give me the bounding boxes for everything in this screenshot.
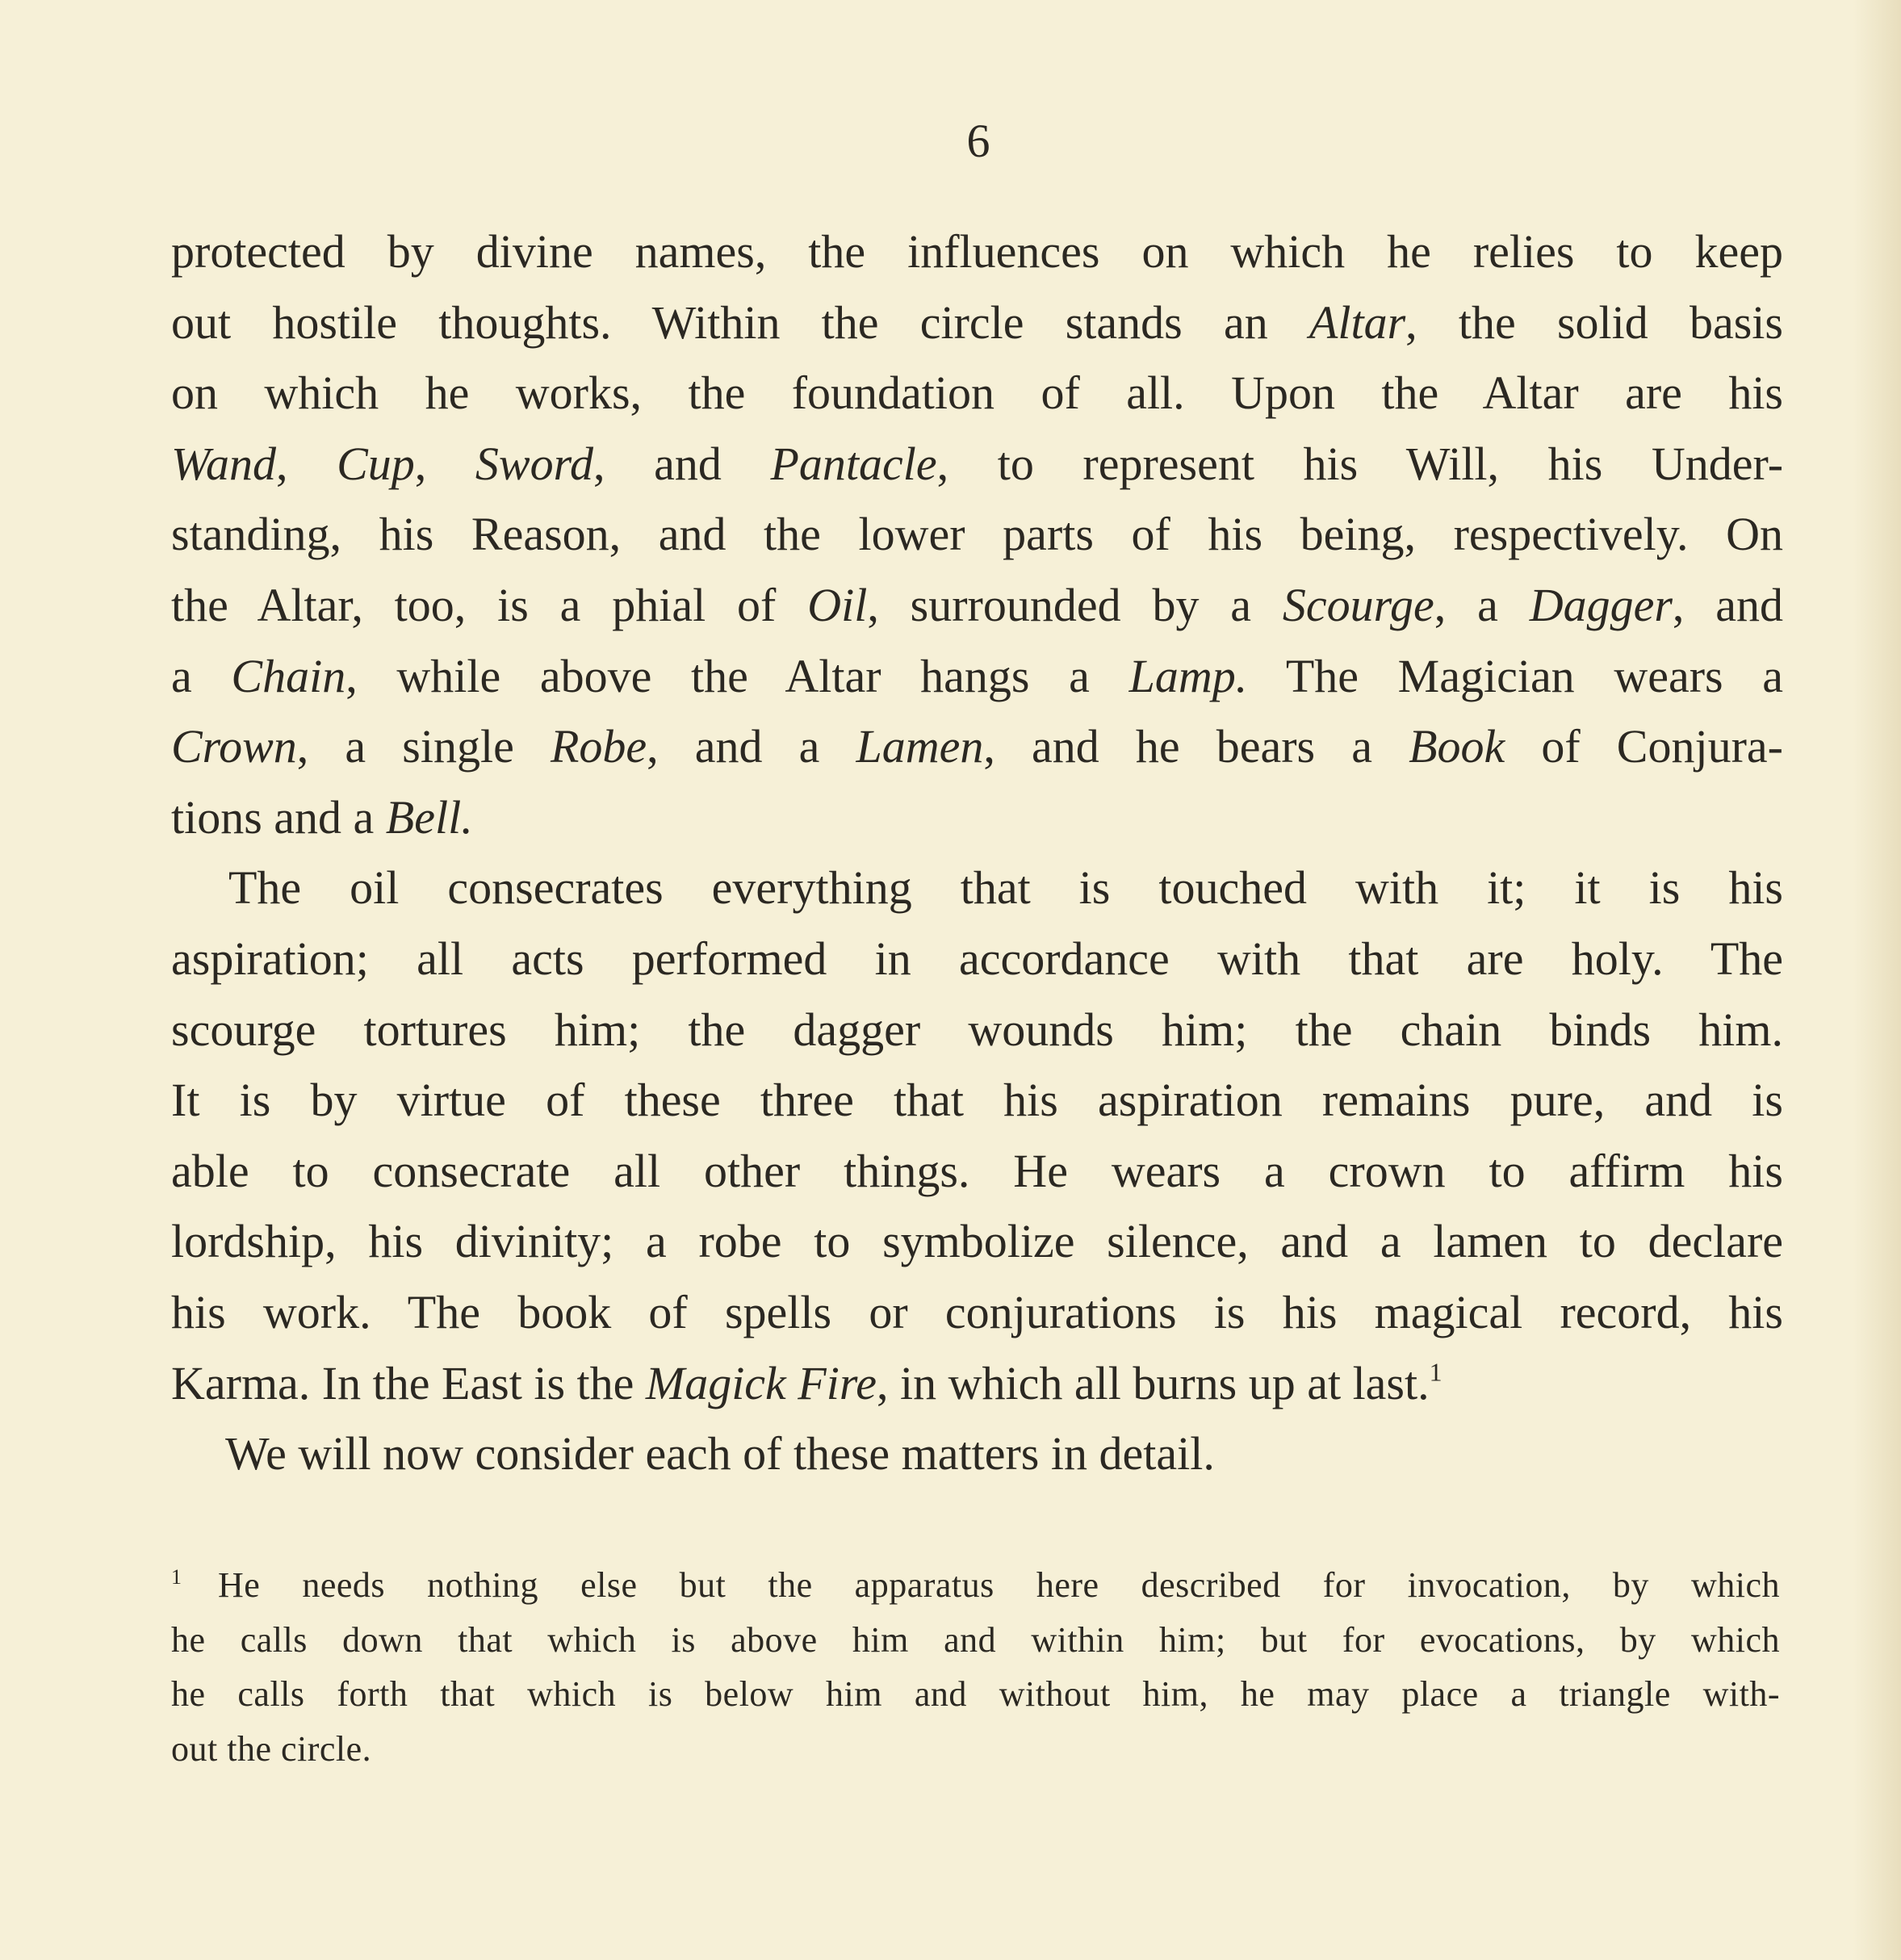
paragraph-1-line [171, 711, 1783, 782]
italic-term: Magick Fire [645, 1356, 877, 1409]
italic-term: Oil [807, 578, 868, 631]
text-run: , surrounded by a [867, 578, 1283, 631]
paragraph-1-line [171, 287, 1783, 358]
paragraph-2-line [171, 1277, 1783, 1348]
paragraph-1-line [171, 499, 1783, 570]
italic-term: Book [1409, 720, 1505, 773]
paragraph-3-line [171, 1418, 1783, 1489]
italic-term: Altar [1309, 295, 1406, 349]
text-run: , while above the Altar hangs a [345, 649, 1129, 702]
text-run: , to represent his Will, his Under- [936, 437, 1784, 490]
text-run: , a single [296, 720, 551, 773]
text-run: he calls down that which is above him and within him; but for evocations, by which [171, 1619, 1780, 1660]
text-run: a [171, 649, 232, 702]
text-run: Karma. In the East is the [171, 1356, 646, 1409]
italic-term: Lamp. [1128, 649, 1248, 702]
paragraph-2-line [171, 923, 1783, 995]
text-run: , a [1434, 578, 1530, 631]
paragraph-1-line [171, 216, 1783, 287]
footnote-line [171, 1722, 1780, 1777]
text-run: We will now consider each of these matters in detail. [225, 1427, 1215, 1480]
page-number: 6 [966, 115, 990, 167]
paragraph-1-line [171, 429, 1783, 500]
text-run: out hostile thoughts. Within the circle stands an [171, 295, 1309, 349]
text-run: , [276, 437, 337, 490]
text-run: on which he works, the foundation of all. Upon the Altar are his [171, 366, 1783, 420]
text-run: , and a [647, 720, 856, 773]
text-run: he calls forth that which is below him and without him, he may place a triangle with- [171, 1674, 1780, 1714]
italic-term: Chain [231, 649, 346, 702]
text-run: able to consecrate all other things. He wears a crown to affirm his [171, 1144, 1783, 1197]
text-run: He needs nothing else but the apparatus here described for invocation, by which [218, 1565, 1780, 1605]
footnote-reference: 1 [1429, 1358, 1442, 1387]
paragraph-2-line [171, 1206, 1783, 1277]
paragraph-2-line [171, 1136, 1783, 1207]
text-run: standing, his Reason, and the lower parts of his being, respectively. On [171, 508, 1783, 561]
text-run: tions and a [171, 790, 386, 844]
text-run: protected by divine names, the influences on which he relies to keep [171, 225, 1783, 278]
footnote-line [171, 1613, 1780, 1668]
paragraph-1-line [171, 782, 1783, 853]
footnote-line [171, 1558, 1780, 1613]
italic-term: Cup [337, 437, 415, 490]
italic-term: Robe [550, 720, 647, 773]
body-text [171, 216, 1783, 1489]
text-run: lordship, his divinity; a robe to symbolize silence, and a lamen to declare [171, 1215, 1783, 1268]
italic-term: Pantacle [770, 437, 937, 490]
text-run: , in which all burns up at last. [877, 1356, 1430, 1409]
paragraph-2-line [171, 1065, 1783, 1136]
italic-term: Lamen [856, 720, 984, 773]
text-run: It is by virtue of these three that his aspiration remains pure, and is [171, 1074, 1783, 1127]
paragraph-1-line [171, 570, 1783, 641]
paragraph-2-line [171, 995, 1783, 1066]
text-run: , the solid basis [1405, 295, 1783, 349]
text-run: , [414, 437, 475, 490]
paragraph-1-line [171, 358, 1783, 429]
text-run: The Magician wears a [1247, 649, 1784, 702]
text-run: , and he bears a [983, 720, 1409, 773]
text-run: out the circle. [171, 1728, 372, 1769]
footnote-line [171, 1667, 1780, 1722]
text-run: scourge tortures him; the dagger wounds him; the chain binds him. [171, 1003, 1783, 1056]
text-run: , and [593, 437, 771, 490]
text-run: of Conjura- [1505, 720, 1783, 773]
page-edge-shadow [1853, 0, 1901, 1960]
italic-term: Wand [171, 437, 276, 490]
italic-term: Dagger [1529, 578, 1673, 631]
text-run: The oil consecrates everything that is touched with it; it is his [228, 861, 1783, 915]
text-run: , and [1672, 578, 1783, 631]
footnote-marker: 1 [171, 1565, 182, 1589]
paragraph-2-line [171, 852, 1783, 923]
paragraph-2-line [171, 1348, 1783, 1419]
text-run: his work. The book of spells or conjurations is his magical record, his [171, 1285, 1783, 1338]
italic-term: Crown [171, 720, 297, 773]
footnote [171, 1558, 1780, 1776]
italic-term: Bell. [385, 790, 473, 844]
text-run: aspiration; all acts performed in accordance with that are holy. The [171, 932, 1783, 985]
italic-term: Scourge [1282, 578, 1434, 631]
paragraph-1-line [171, 641, 1783, 712]
italic-term: Sword [475, 437, 594, 490]
text-run: the Altar, too, is a phial of [171, 578, 808, 631]
